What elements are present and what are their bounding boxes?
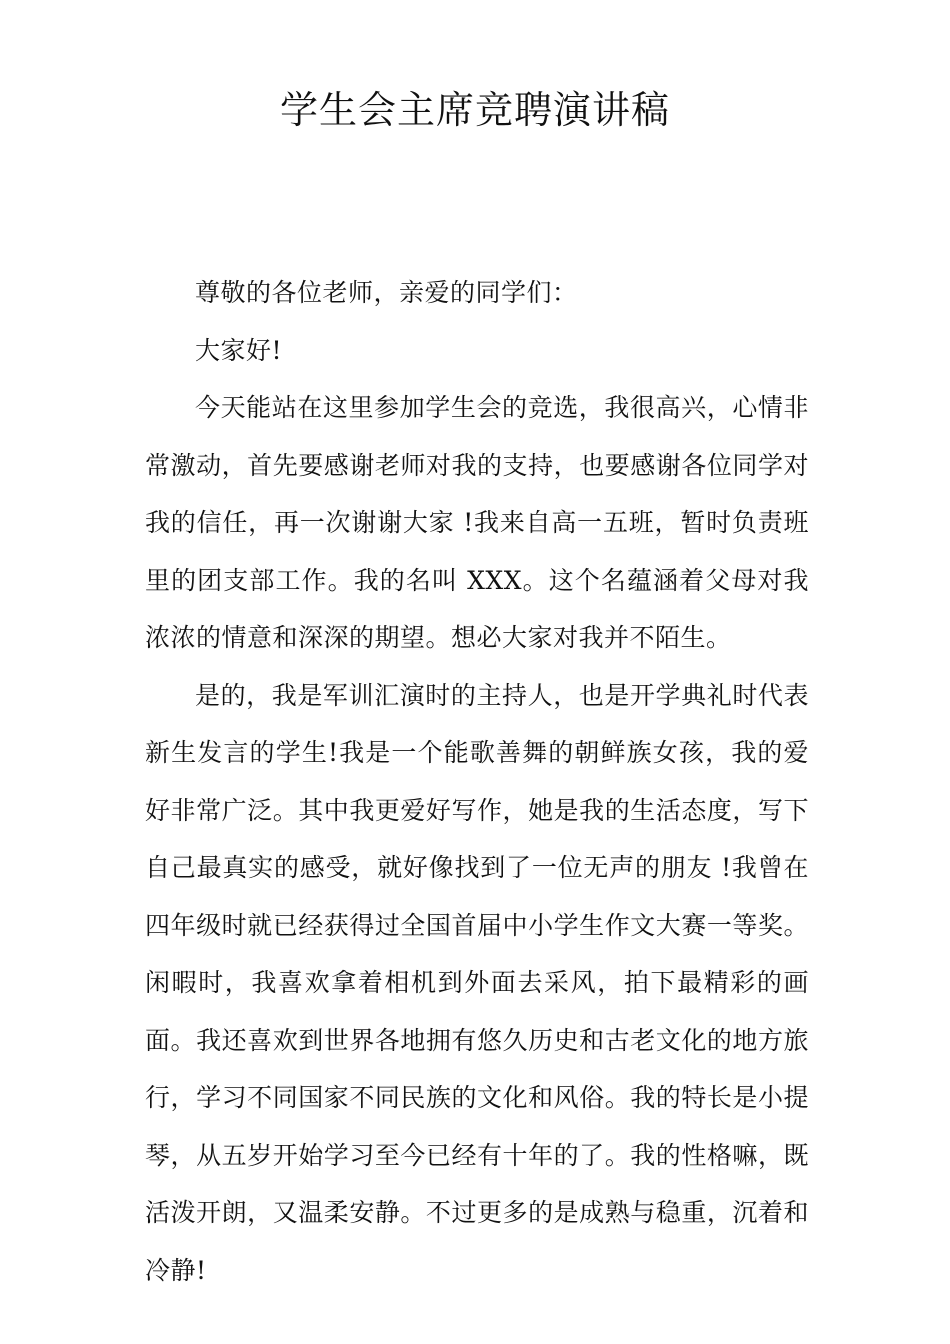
intro-paragraph: 今天能站在这里参加学生会的竞选，我很高兴，心情非常激动，首先要感谢老师对我的支持，也要感谢各位同学对我的信任，再一次谢谢大家 !我来自高一五班，暂时负责班里的团支部工作。我的名叫 XXX。这个名蕴涵着父母对我浓浓的情意和深深的期望。想必大家对我并不陌生。 [145, 393, 809, 652]
self-description-paragraph: 是的，我是军训汇演时的主持人，也是开学典礼时代表新生发言的学生!我是一个能歌善舞的朝鲜族女孩，我的爱好非常广泛。其中我更爱好写作，她是我的生活态度，写下自己最真实的感受，就好像找到了一位无声的朋友 !我曾在四年级时就已经获得过全国首届中小学生作文大赛一等奖。闲暇时，我喜欢拿着相机到外面去采风，拍下最精彩的画面。我还喜欢到世界各地拥有悠久历史和古老文化的地方旅行，学习不同国家不同民族的文化和风俗。我的特长是小提琴，从五岁开始学习至今已经有十年的了。我的性格嘛，既活泼开朗，又温柔安静。不过更多的是成熟与稳重，沉着和冷静! [145, 680, 809, 1285]
document-body [145, 264, 809, 1299]
greeting-paragraph: 大家好! [195, 335, 283, 365]
document-title: 学生会主席竞聘演讲稿 [279, 88, 670, 132]
salutation-paragraph: 尊敬的各位老师，亲爱的同学们： [195, 278, 578, 307]
